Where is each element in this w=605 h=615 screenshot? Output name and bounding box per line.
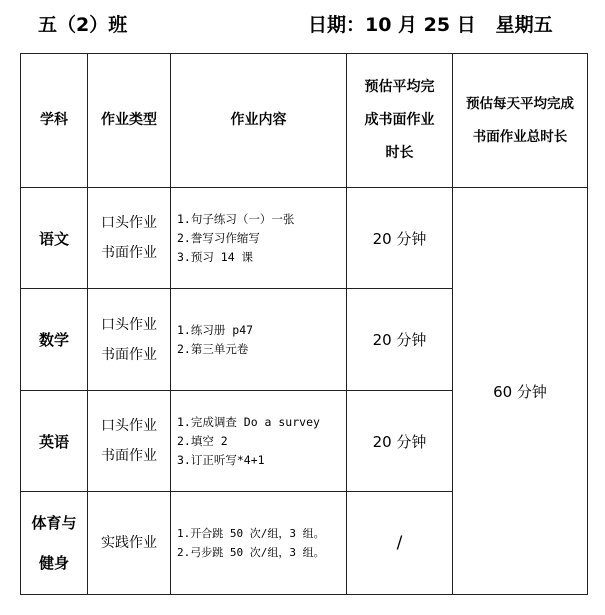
content-cell — [171, 188, 347, 289]
table-header-row — [21, 54, 588, 188]
type-item: 实践作业 — [101, 535, 157, 551]
content-cell — [171, 391, 347, 492]
type-item: 书面作业 — [101, 346, 157, 363]
duration-cell: 20 分钟 — [347, 289, 453, 391]
header-duration-line: 时长 — [385, 145, 414, 161]
header-duration-line: 成书面作业 — [364, 112, 435, 128]
content-cell — [171, 289, 347, 391]
header-duration — [347, 54, 453, 188]
type-item: 书面作业 — [101, 245, 157, 261]
header-duration-line: 预估平均完 — [364, 79, 435, 95]
content-item: 1.完成调查 Do a survey — [177, 414, 320, 429]
header-content: 作业内容 — [171, 54, 347, 188]
subject-cell: 英语 — [21, 391, 88, 492]
content-item: 1.练习册 p47 — [177, 322, 254, 337]
content-item: 2.弓步跳 50 次/组，3 组。 — [177, 546, 325, 559]
duration-cell: 20 分钟 — [347, 391, 453, 492]
page-header — [0, 0, 605, 46]
content-item: 2.第三单元卷 — [177, 341, 249, 356]
header-total-line: 预估每天平均完成 — [466, 95, 574, 112]
header-total — [453, 54, 588, 188]
content-item: 1.开合跳 50 次/组，3 组。 — [177, 527, 325, 540]
duration-cell: 20 分钟 — [347, 188, 453, 289]
total-duration-cell: 60 分钟 — [453, 188, 588, 595]
content-item: 3.预习 14 课 — [177, 249, 254, 264]
type-item: 口头作业 — [101, 418, 157, 434]
content-item: 2.誊写习作缩写 — [177, 230, 260, 245]
subject-cell — [21, 492, 88, 595]
type-cell — [88, 391, 171, 492]
type-item: 书面作业 — [101, 448, 157, 464]
header-subject: 学科 — [21, 54, 88, 188]
homework-table — [20, 53, 588, 595]
header-total-line: 书面作业总时长 — [472, 128, 568, 145]
content-item: 2.填空 2 — [177, 433, 228, 448]
type-cell — [88, 289, 171, 391]
content-item: 1.句子练习（一）一张 — [177, 211, 295, 226]
class-name: 五（2）班 — [38, 14, 128, 36]
table-row — [21, 188, 588, 289]
subject-line: 体育与 — [31, 514, 77, 532]
subject-cell: 语文 — [21, 188, 88, 289]
subject-line: 健身 — [38, 554, 69, 572]
date-label: 日期：10 月 25 日 星期五 — [308, 14, 553, 36]
content-cell — [171, 492, 347, 595]
type-cell — [88, 188, 171, 289]
subject-cell: 数学 — [21, 289, 88, 391]
header-type: 作业类型 — [88, 54, 171, 188]
duration-cell: / — [347, 492, 453, 595]
type-item: 口头作业 — [101, 215, 157, 231]
type-cell — [88, 492, 171, 595]
type-item: 口头作业 — [101, 316, 157, 333]
content-item: 3.订正听写*4+1 — [177, 452, 265, 467]
